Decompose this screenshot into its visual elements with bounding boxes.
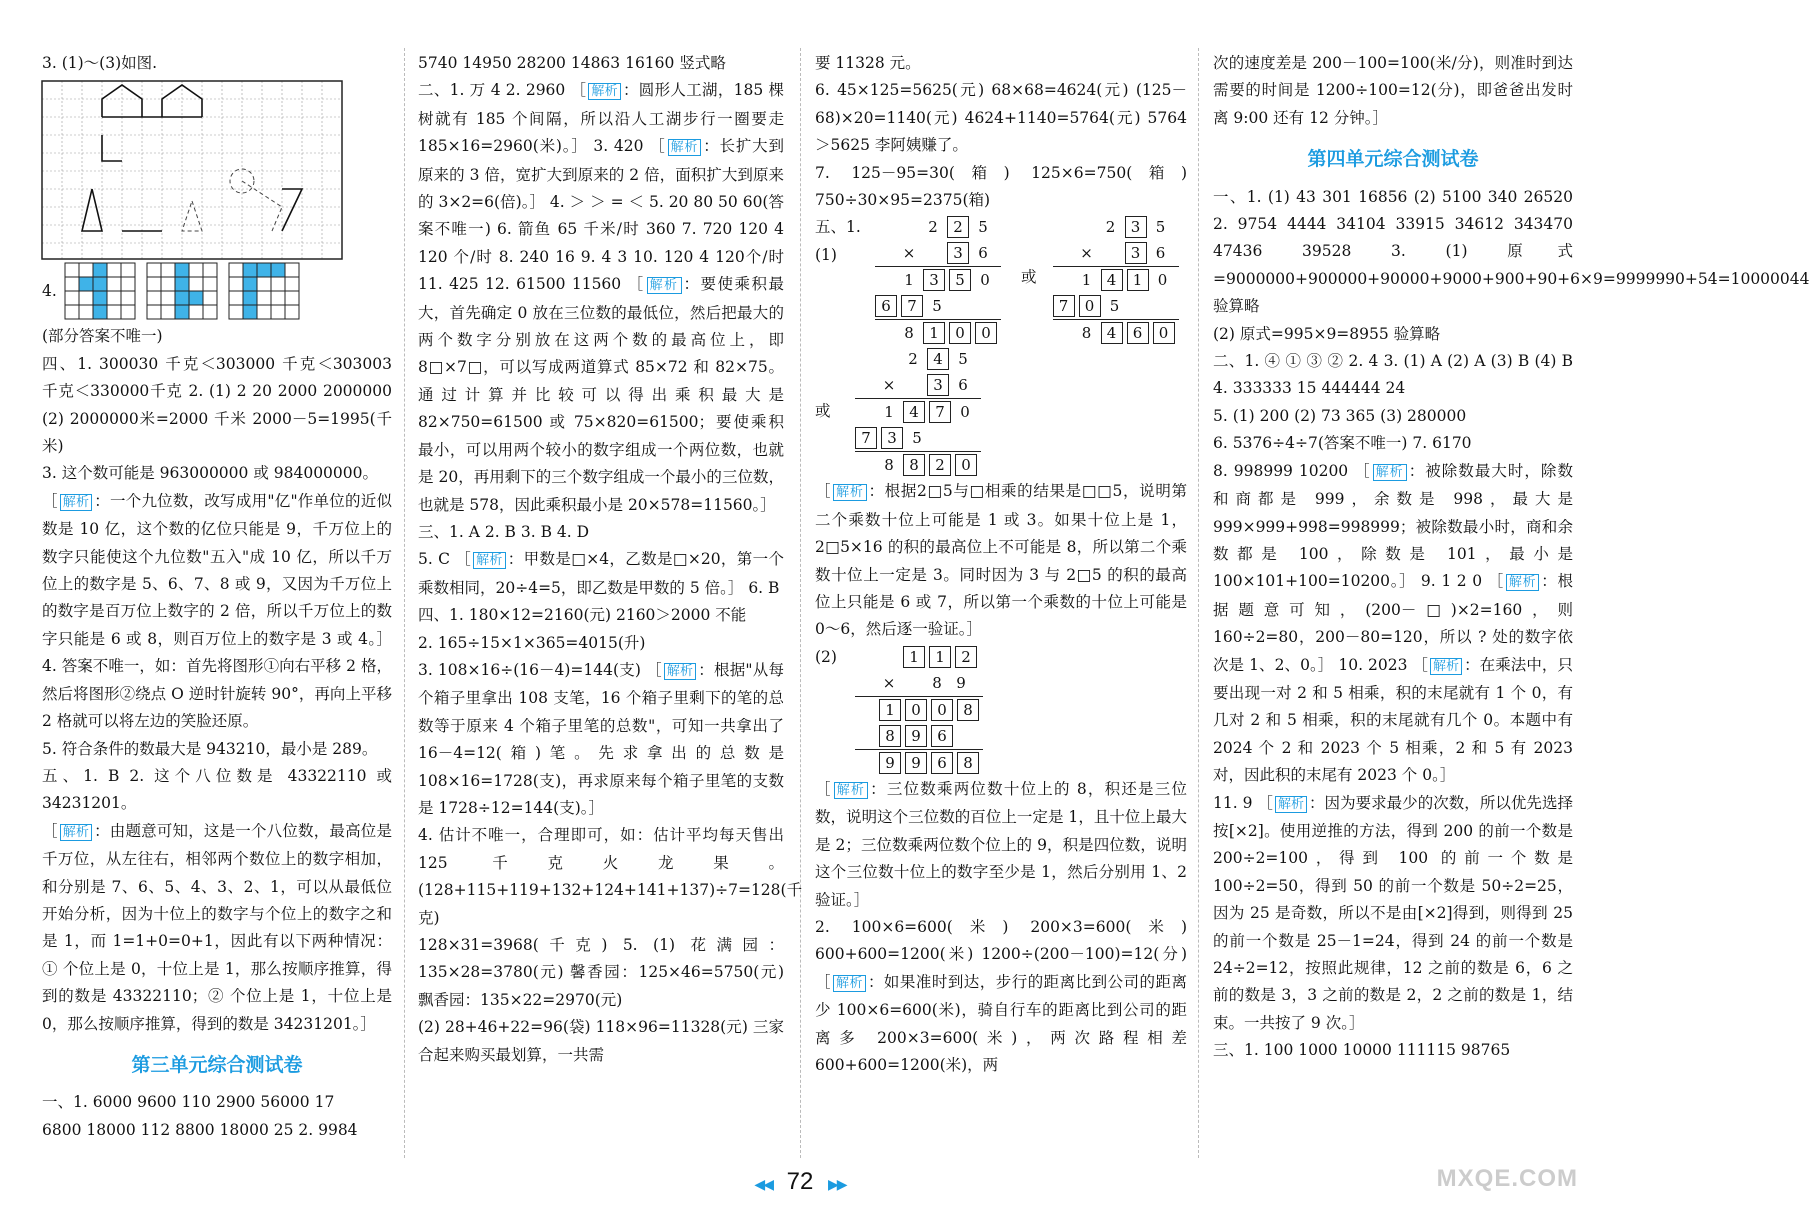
- digit-cell: 8: [904, 324, 914, 343]
- digit-cell: 9: [905, 725, 927, 747]
- analysis-tag: 解析: [1506, 574, 1539, 591]
- digit-cell: 4: [1101, 269, 1123, 291]
- section2-q1-4: 二、1. ④ ① ③ ② 2. 4 3. (1) A (2) A (3) B (4) B 4. 333333 15 444444 24: [1213, 352, 1573, 398]
- digit-cell: 4: [927, 348, 949, 370]
- analysis-tag: 解析: [588, 83, 621, 100]
- page-footer: [0, 1168, 1600, 1196]
- section3-answers: 三、1. A 2. B 3. B 4. D: [418, 522, 590, 541]
- digit-cell: 6: [958, 376, 968, 395]
- next-arrows-icon: ▶▶: [828, 1176, 846, 1192]
- digit-cell: [875, 270, 895, 290]
- digit-cell: [1101, 243, 1121, 263]
- digit-cell: 2: [1105, 218, 1116, 237]
- mult-r3: [1053, 266, 1179, 293]
- digit-cell: 1: [884, 403, 894, 422]
- column-1: [42, 50, 392, 1144]
- text: ：因为要求最少的次数，所以优先选择按[×2]。使用逆推的方法，得到 200 的前一个数是 200÷2=100，得到 100 的前一个数是 100÷2=50，得到 50 的前一个数是 50÷2=25，因为 25 是奇数，所以不是由[×2]得到，则得到 25 的前一个数是 25－1=24，得到 24 的前一个数是 24÷2=12，按照此规律，12 之前的数是 6，6 之前的数是 3，3 之前的数是 2，2 之前的数是 1，结束。一共按了 9 次。］: [1213, 793, 1573, 1032]
- analysis-tag: 解析: [833, 975, 866, 992]
- block-figure-2: [147, 263, 217, 319]
- digit-cell: [903, 375, 923, 395]
- analysis-tag: 解析: [473, 552, 506, 569]
- column-2: [418, 50, 803, 1069]
- section2-q8-10: [1213, 458, 1573, 790]
- text: ：被除数最大时，除数和商都是 999，余数是 998，最大是 999×999+998=998999；被除数最小时，商和余数都是 100，除数是 101，最小是 100×101+100=10200。］ 9. 1 2 0 ［: [1213, 461, 1573, 591]
- digit-cell: 7: [901, 295, 923, 317]
- digit-cell: 6: [931, 725, 953, 747]
- block-figure-3: [229, 263, 299, 319]
- q2-answer: [815, 914, 1187, 1079]
- analysis-tag: 解析: [664, 663, 696, 680]
- column-3: [815, 50, 1187, 1079]
- text: 8. 998999 10200 ［: [1213, 461, 1371, 480]
- unit4-title: 第四单元综合测试卷: [1307, 148, 1479, 171]
- digit-cell: 3: [881, 427, 903, 449]
- analysis-tag: 解析: [1373, 464, 1407, 481]
- digit-cell: 2: [955, 646, 977, 668]
- digit-cell: 1: [879, 699, 901, 721]
- analysis-tag: 解析: [833, 484, 866, 501]
- digit-cell: 0: [1157, 271, 1168, 290]
- mult-r5: [875, 319, 1001, 346]
- mult-r5: [855, 451, 981, 478]
- q3-line: 3. (1)～(3)如图.: [42, 54, 158, 72]
- section4-q2: 2. 165÷15×1×365=4015(升): [418, 633, 646, 652]
- digit-cell: 0: [949, 322, 971, 344]
- digit-cell: 0: [955, 454, 977, 476]
- note-line: (部分答案不唯一): [42, 327, 163, 346]
- digit-cell: 0: [960, 403, 970, 422]
- digit-cell: 0: [1079, 295, 1101, 317]
- section4-q5: 5. 符合条件的数最大是 943210，最小是 289。: [42, 739, 378, 758]
- digit-cell: ×: [882, 673, 896, 692]
- digit-cell: 8: [957, 699, 979, 721]
- part2-label: (2): [815, 647, 837, 666]
- digit-cell: 2: [929, 454, 951, 476]
- analysis-text: ：由题意可知，这是一个八位数，最高位是千万位，从左往右，相邻两个数位上的数字相加，和分别是 7、6、5、4、3、2、1，可以从最低位开始分析，因为十位上的数字与个位上的数字之和是 1，而 1=1+0=0+1，因此有以下两种情况：① 个位上是 0，十位上是 1，那么按顺序推算，得到的数是 43322110；② 个位上是 1，十位上是 0，那么按顺序推算，得到的数是 34231201。］: [42, 821, 392, 1033]
- q4-label: 4.: [42, 281, 57, 300]
- digit-cell: [879, 349, 899, 369]
- grid-figure: [42, 81, 342, 259]
- digit-cell: 5: [1109, 297, 1120, 316]
- mult-r3: [875, 266, 1001, 293]
- digit-cell: 2: [947, 216, 969, 238]
- analysis-tag: 解析: [60, 824, 92, 841]
- analysis-tag: 解析: [668, 139, 702, 156]
- block-figure-1: [65, 263, 135, 319]
- text: ：三位数乘两位数十位上的 8，积还是三位数，说明这个三位数的百位上一定是 1，且十位上最大是 2；三位数乘两位数个位上的 9，积是四位数，说明这个三位数十位上的数字至少是 1，然后分别用 1、2 验证。］: [815, 779, 1187, 909]
- digit-cell: 4: [1101, 322, 1123, 344]
- digit-cell: 7: [1053, 295, 1075, 317]
- section4-q5: 128×31=3968(千克) 5. (1) 花满园：135×28=3780(元) 馨香园：125×46=5750(元) 飘香园：135×22=2970(元): [418, 936, 784, 1009]
- digit-cell: 9: [905, 752, 927, 774]
- digit-cell: 8: [957, 752, 979, 774]
- or-label: 或: [1021, 268, 1037, 287]
- q7-answer: 7. 125－95=30(箱) 125×6=750(箱) 750÷30×95=2375(箱): [815, 163, 1187, 210]
- digit-cell: 1: [904, 271, 914, 290]
- digit-cell: 1: [1127, 269, 1149, 291]
- digit-cell: 8: [884, 456, 894, 475]
- digit-cell: 2: [928, 218, 938, 237]
- text: 11. 9 ［: [1213, 793, 1273, 812]
- mult-row-1: [815, 214, 1187, 346]
- mult-row-2: [815, 346, 1187, 478]
- mult-r1: [855, 644, 983, 670]
- digit-cell: 0: [1153, 322, 1175, 344]
- q6-answer: 6. 45×125=5625(元) 68×68=4624(元) (125－68)×20=1140(元) 4624+1140=5764(元) 5764＞5625 李阿姨赚了。: [815, 81, 1187, 155]
- unit3-line2: 6800 18000 112 8800 18000 25 2. 9984: [42, 1120, 358, 1139]
- mult-r2: [855, 372, 981, 398]
- section3-q5: [418, 546, 784, 602]
- section2-q11: [1213, 790, 1573, 1038]
- q1-2-analysis: ［ 解析 ：三位数乘两位数十位上的 8，积还是三位数，说明这个三位数的百位上一定是 1，且十位上最大是 2；三位数乘两位数个位上的 9，积是四位数，说明这个三位数十位上的数字至少是 1，然后分别用 1、2 验证。］: [815, 779, 1187, 909]
- digit-cell: 5: [978, 218, 988, 237]
- section2-answers: [418, 77, 784, 519]
- digit-cell: 5: [912, 429, 922, 448]
- digit-cell: [1053, 270, 1073, 290]
- unit3-line1: 一、1. 6000 9600 110 2900 56000 17: [42, 1093, 335, 1112]
- digit-cell: [923, 243, 943, 263]
- mult-r3: [855, 398, 981, 425]
- digit-cell: 0: [975, 322, 997, 344]
- digit-cell: [879, 647, 899, 667]
- text: 5. C ［: [418, 550, 472, 569]
- text: ：长扩大到原来的 3 倍，宽扩大到原来的 2 倍，面积扩大到原来的 3×2=6(倍)。］ 4. ＞ ＞ = ＜ 5. 20 80 50 60(答案不唯一) 6. 箭鱼 65 千米/时 360 7. 720 120 4 120 个/时 8. 240 16 9. 4 3 10. 120 4 120个/时 11. 425 12. 61500 11560 ［: [418, 137, 784, 294]
- q4-figures: [42, 263, 392, 319]
- mult-r5: [1053, 319, 1179, 346]
- text: ：根据"从每个箱子里拿出 108 支笔，16 个箱子里剩下的笔的总数等于原来 4 个箱子里笔的总数"，可知一共拿出了 16－4=12(箱)笔。先求拿出的总数是 108×16=1728(支)，再求原来每个箱子里笔的支数是 1728÷12=144(支)。］: [418, 660, 784, 817]
- digit-cell: 9: [879, 752, 901, 774]
- analysis-tag: 解析: [1275, 796, 1307, 813]
- section2-q6-7: 6. 5376÷4÷7(答案不唯一) 7. 6170: [1213, 434, 1472, 453]
- section1-q3-2: (2) 原式=995×9=8955 验算略: [1213, 324, 1441, 343]
- section4-q4: 4. 估计不唯一，合理即可，如：估计平均每天售出 125 千克火龙果。 (128+115+119+132+124+141+137)÷7=128(千克): [418, 826, 803, 927]
- section5-q2-analysis: ［ 解析 ：由题意可知，这是一个八位数，最高位是千万位，从左往右，相邻两个数位上的数字相加，和分别是 7、6、5、4、3、2、1，可以从最低位开始分析，因为十位上的数字与个位上的数字之和是 1，而 1=1+0=0+1，因此有以下两种情况：① 个位上是 0，十位上是 1，那么按顺序推算，得到的数是 43322110；② 个位上是 1，十位上是 0，那么按顺序推算，得到的数是 34231201。］: [42, 821, 392, 1033]
- digit-cell: 1: [1081, 271, 1092, 290]
- digit-cell: ×: [1080, 244, 1093, 263]
- digit-cell: 8: [879, 725, 901, 747]
- digit-cell: ×: [882, 376, 896, 395]
- unit3-title: 第三单元综合测试卷: [131, 1053, 303, 1076]
- section4-q3: 3. 这个数可能是 963000000 或 984000000。: [42, 464, 379, 483]
- text: ：根据题意可知，(200－□)×2=160，则 160÷2=80，200－80=120，所以 ? 处的数字依次是 1、2、0。］ 10. 2023 ［: [1213, 572, 1573, 674]
- digit-cell: 3: [947, 242, 969, 264]
- answer-continued: 次的速度差是 200－100=100(米/分)，则准时到达需要的时间是 1200÷100=12(分)，即爸爸出发时离 9:00 还有 12 分钟。］: [1213, 54, 1573, 127]
- watermark: MXQE.COM: [1436, 1165, 1578, 1192]
- mult-row-3: [815, 644, 1187, 776]
- digit-cell: 6: [875, 295, 897, 317]
- section4-q5b: (2) 28+46+22=96(袋) 118×96=11328(元) 三家合起来购买最划算，一共需: [418, 1018, 784, 1064]
- digit-cell: ×: [902, 244, 916, 263]
- column-4: [1213, 50, 1810, 1065]
- text: ：在乘法中，只要出现一对 2 和 5 相乘，积的末尾就有 1 个 0，有几对 2 和 5 相乘，积的末尾就有几个 0。本题中有 2024 个 2 和 2023 个 5 相乘，2 和 5 有 2023 对，因此积的末尾有 2023 个 0。］: [1213, 655, 1573, 785]
- mult-r2: [855, 670, 983, 696]
- digit-cell: 2: [908, 350, 918, 369]
- multiplication-d: [855, 644, 983, 776]
- digit-cell: 4: [903, 401, 925, 423]
- multiplication-c: [855, 346, 981, 478]
- digit-cell: 6: [978, 244, 988, 263]
- digit-cell: 5: [932, 297, 942, 316]
- digit-cell: 6: [1155, 244, 1166, 263]
- mult-r4: [855, 425, 981, 451]
- text: 2. 100×6=600(米) 200×3=600(米) 600+600=1200(米) 1200÷(200－100)=12(分) ［: [815, 917, 1187, 991]
- digit-cell: 3: [923, 269, 945, 291]
- text: ：圆形人工湖，185 棵树就有 185 个间隔，所以沿人工湖步行一圈要走 185×16=2960(米)。］ 3. 420 ［: [418, 81, 784, 156]
- digit-cell: 3: [1125, 242, 1147, 264]
- section4-q3: [418, 657, 784, 822]
- digit-cell: 0: [980, 271, 990, 290]
- analysis-tag: 解析: [647, 277, 682, 294]
- digit-cell: 1: [923, 322, 945, 344]
- digit-cell: 5: [958, 350, 968, 369]
- digit-cell: 8: [903, 454, 925, 476]
- answers-line: 5740 14950 28200 14863 16160 竖式略: [418, 54, 726, 72]
- digit-cell: 5: [1155, 218, 1166, 237]
- analysis-tag: 解析: [834, 782, 868, 799]
- text: ：根据2□5与□相乘的结果是□□5，说明第二个乘数十位上可能是 1 或 3。如果十位上是 1，2□5×16 的积的最高位上不可能是 8，所以第二个乘数十位上一定是 3。同时因为 3 与 2□5 的积的最高位上只能是 6 或 7，所以第一个乘数的十位上可能是 0～6，然后逐一验证。］: [815, 482, 1187, 639]
- digit-cell: 6: [931, 752, 953, 774]
- digit-cell: 6: [1127, 322, 1149, 344]
- or-label: 或: [815, 402, 831, 421]
- section5-q1-2: 五、1. B 2. 这个八位数是 43322110 或 34231201。: [42, 766, 392, 813]
- text: ：要使乘积最大，首先确定 0 放在三位数的最低位，然后把最大的两个数字分别放在这两个数的最高位上，即 8□×7□，可以写成两道算式 85×72 和 82×75。通过计算并比较可以得出乘积最大是 82×750=61500 或 75×820=61500；要使乘积最小，可以用两个较小的数字组成一个两位数，也就是 20，再用剩下的三个数字组成一个最小的三位数，也就是 578，因此乘积最小是 20×578=11560。］: [418, 275, 784, 514]
- digit-cell: 0: [931, 699, 953, 721]
- answer-continued: 要 11328 元。: [815, 54, 921, 72]
- section1-answers: 一、1. (1) 43 301 16856 (2) 5100 340 26520 2. 9754 4444 34104 33915 34612 343470 47436 39528 3. (1) 原式=9000000+900000+90000+9000+900+90+6×9=9999990+54=10000044 验算略: [1213, 187, 1810, 316]
- section4-q1-2: 四、1. 300030 千克＜303000 千克＜303003 千克＜330000千克 2. (1) 2 20 2000 2000000 (2) 2000000米=2000 千米 2000－5=1995(千米): [42, 354, 392, 456]
- mult-r5: [855, 749, 983, 776]
- multiplication-b: [1053, 214, 1179, 346]
- mult-r4: [875, 293, 1001, 319]
- q1-analysis: ［ 解析 ：根据2□5与□相乘的结果是□□5，说明第二个乘数十位上可能是 1 或 3。如果十位上是 1，2□5×16 的积的最高位上不可能是 8，所以第二个乘数十位上一定是 3。同时因为 3 与 2□5 的积的最高位上只能是 6 或 7，所以第一个乘数的十位上可能是 0～6，然后逐一验证。］: [815, 482, 1187, 639]
- digit-cell: 3: [1125, 216, 1147, 238]
- section4-q3-analysis: ［ 解析 ：一个九位数，改写成用"亿"作单位的近似数是 10 亿，这个数的亿位只能是 9，千万位上的数字只能使这个九位数"五入"成 10 亿，所以千万位上的数字是 5、6、7、8 或 9，又因为千万位上的数字是百万位上数字的 2 倍，所以千万位上的数字只能是 6 或 8，则百万位上的数字是 3 或 4。］ 4. 答案不唯一，如：首先将图形①向右平移 2 格，然后将图形②绕点 O 逆时针旋转 90°，再向上平移 2 格就可以将左边的笑脸还原。: [42, 491, 392, 731]
- digit-cell: 0: [905, 699, 927, 721]
- multiplication-a: [875, 214, 1001, 346]
- text: 3. 108×16÷(16－4)=144(支) ［: [418, 660, 662, 679]
- text: 二、1. 万 4 2. 2960 ［: [418, 81, 587, 100]
- analysis-tag: 解析: [60, 494, 92, 511]
- mult-r1: [855, 346, 981, 372]
- digit-cell: [855, 402, 875, 422]
- digit-cell: 9: [956, 673, 966, 692]
- page-number: 72: [786, 1168, 814, 1195]
- text: ：甲数是□×4，乙数是□×20，第一个乘数相同，20÷4=5，即乙数是甲数的 5 倍。］ 6. B: [418, 550, 784, 597]
- mult-r3: [855, 696, 983, 723]
- digit-cell: [903, 673, 923, 693]
- digit-cell: 5: [949, 269, 971, 291]
- digit-cell: 8: [932, 673, 942, 692]
- mult-r1: [1053, 214, 1179, 240]
- digit-cell: 3: [927, 374, 949, 396]
- digit-cell: 7: [929, 401, 951, 423]
- digit-cell: 8: [1081, 324, 1092, 343]
- digit-cell: 7: [855, 427, 877, 449]
- mult-r1: [875, 214, 1001, 240]
- mult-r4: [1053, 293, 1179, 319]
- analysis-text: ：一个九位数，改写成用"亿"作单位的近似数是 10 亿，这个数的亿位只能是 9，千万位上的数字只能使这个九位数"五入"成 10 亿，所以千万位上的数字是 5、6、7、8 或 9，又因为千万位上的数字是百万位上数字的 2 倍，所以千万位上的数字只能是 6 或 8，则百万位上的数字是 3 或 4。］ 4. 答案不唯一，如：首先将图形①向右平移 2 格，然后将图形②绕点 O 逆时针旋转 90°，再向上平移 2 格就可以将左边的笑脸还原。: [42, 491, 392, 731]
- mult-r2: [1053, 240, 1179, 266]
- prev-arrows-icon: ◀◀: [754, 1176, 772, 1192]
- analysis-tag: 解析: [1430, 658, 1462, 675]
- section3-q1: 三、1. 100 1000 10000 111115 98765: [1213, 1041, 1511, 1060]
- digit-cell: 1: [903, 646, 925, 668]
- digit-cell: 1: [929, 646, 951, 668]
- mult-r2: [875, 240, 1001, 266]
- section5-label: 五、1. (1): [815, 218, 861, 264]
- section2-q5: 5. (1) 200 (2) 73 365 (3) 280000: [1213, 406, 1467, 425]
- digit-cell: [1077, 217, 1097, 237]
- digit-cell: [899, 217, 919, 237]
- text: ：如果准时到达，步行的距离比到公司的距离少 100×6=600(米)，骑自行车的距离比到公司的距离多 200×3=600(米)，两次路程相差 600+600=1200(米)，两: [815, 972, 1187, 1074]
- mult-r4: [855, 723, 983, 749]
- section4-q1: 四、1. 180×12=2160(元) 2160＞2000 不能: [418, 606, 747, 625]
